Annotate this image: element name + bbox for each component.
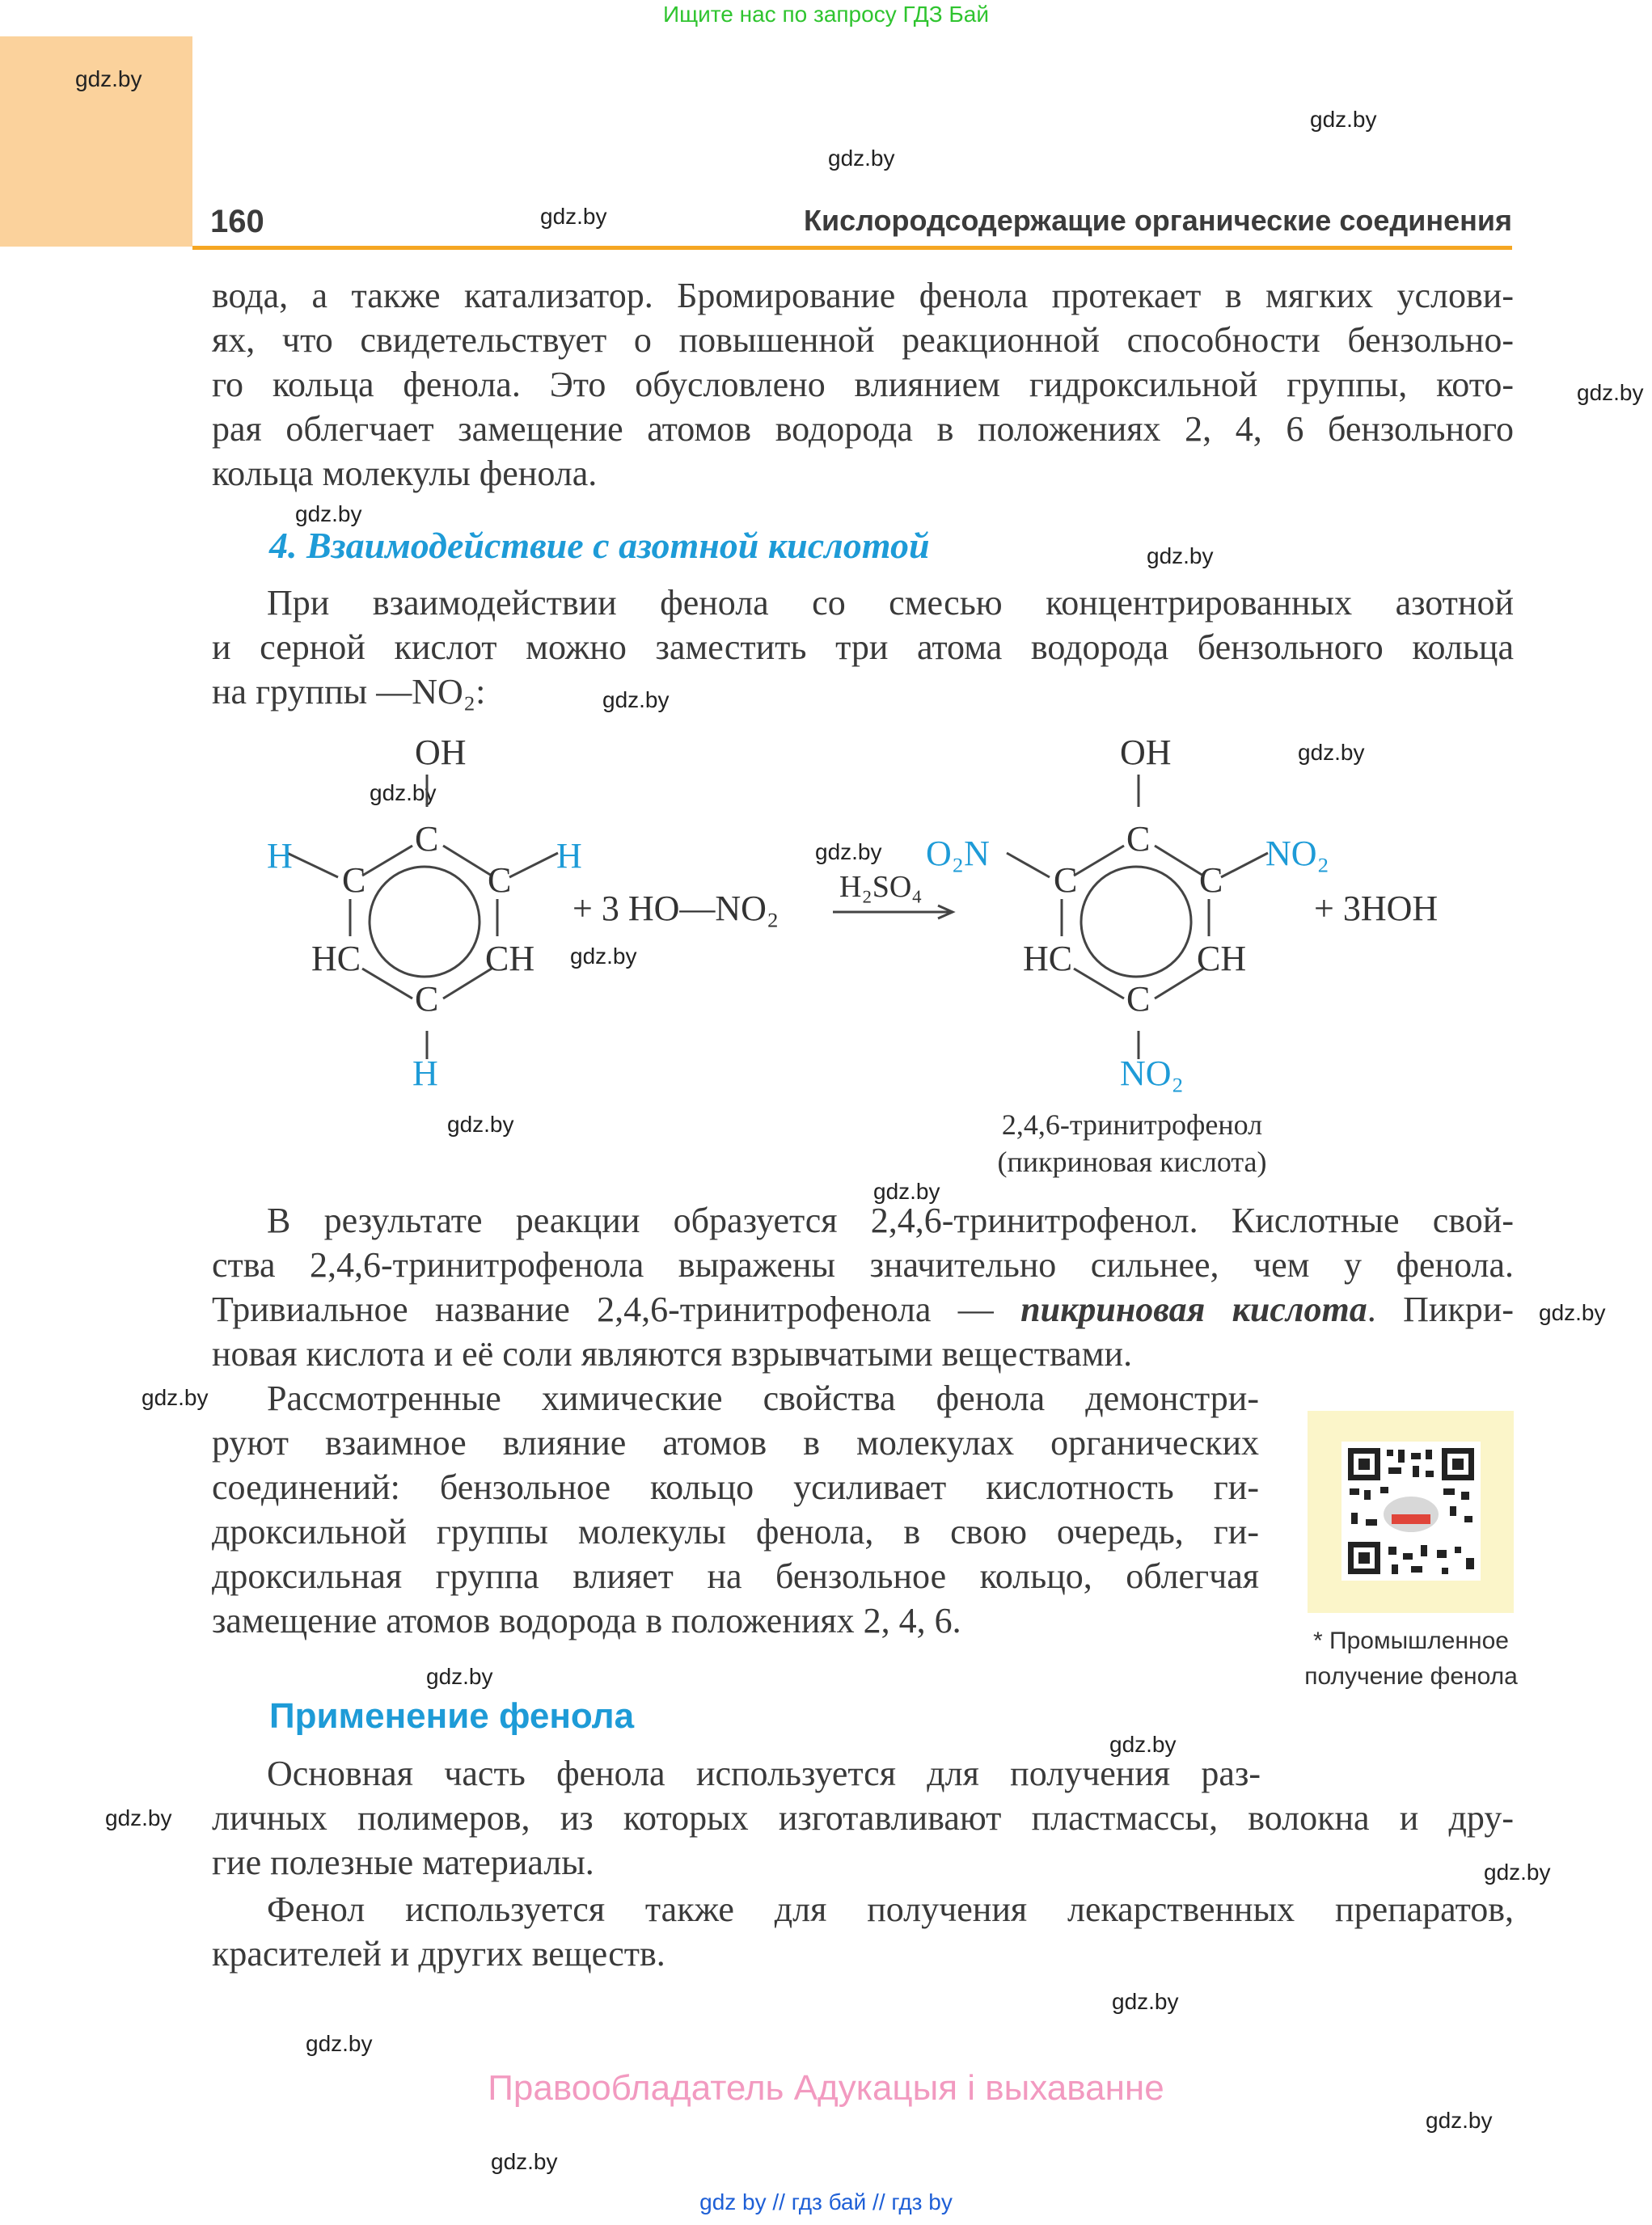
- watermark: gdz.by: [142, 1385, 209, 1410]
- text-segment: Тривиальное название 2,4,6-тринитрофенола —: [212, 1290, 1021, 1329]
- qr-code-icon: [1308, 1411, 1514, 1613]
- watermark: gdz.by: [1298, 740, 1365, 765]
- section-heading-application: Применение фенола: [269, 1696, 635, 1736]
- text-line: дроксильной группы молекулы фенола, в свою очередь, ги-: [212, 1512, 1259, 1552]
- watermark: gdz.by: [306, 2031, 373, 2056]
- watermark: gdz.by: [815, 839, 882, 864]
- text-line: замещение атомов водорода в положениях 2, 4, 6.: [212, 1601, 961, 1640]
- text-line: Основная часть фенола используется для получения раз-: [267, 1754, 1261, 1793]
- text-line: гие полезные материалы.: [212, 1843, 594, 1882]
- carbon-label: C: [1199, 860, 1223, 900]
- carbon-label: C: [342, 860, 366, 900]
- watermark: gdz.by: [540, 204, 607, 229]
- reaction-arrow: [833, 906, 953, 918]
- hydrogen-label: H: [556, 836, 582, 876]
- paragraph-application-polymers: [212, 1751, 1514, 1885]
- carbon-label: C: [1054, 860, 1078, 900]
- watermark: gdz.by: [426, 1664, 493, 1689]
- text-line: вода, а также катализатор. Бромирование фенола протекает в мягких услови-: [212, 276, 1514, 315]
- watermark: gdz.by: [1426, 2108, 1493, 2133]
- text-line: В результате реакции образуется 2,4,6-тринитрофенол. Кислотные свой-: [267, 1201, 1514, 1240]
- hydroxyl-label: OH: [415, 733, 467, 772]
- watermark: gdz.by: [1539, 1300, 1606, 1325]
- reaction-scheme: [0, 711, 1652, 1197]
- hc-label: HC: [1023, 939, 1073, 978]
- carbon-label: C: [1126, 979, 1151, 1019]
- text-line: При взаимодействии фенола со смесью концентрированных азотной: [267, 583, 1514, 623]
- byproduct-water: + 3HOH: [1314, 889, 1439, 928]
- watermark: gdz.by: [828, 146, 895, 171]
- text-line: красителей и других веществ.: [212, 1934, 665, 1974]
- text-line: руют взаимное влияние атомов в молекулах органических: [212, 1423, 1259, 1463]
- catalyst-label: H₂SO₄: [839, 870, 923, 904]
- watermark: gdz.by: [370, 780, 437, 805]
- carbon-label: C: [415, 819, 439, 859]
- text-line: на группы —NO₂:: [212, 672, 486, 711]
- hc-label: HC: [311, 939, 361, 978]
- reagent-nitric-acid: + 3 HO—NO₂: [572, 889, 780, 928]
- qr-caption: [1286, 1623, 1536, 1695]
- page-number: 160: [210, 204, 264, 239]
- text-line: соединений: бензольное кольцо усиливает кислотность ги-: [212, 1467, 1259, 1507]
- text-line: новая кислота и её соли являются взрывчатыми веществами.: [212, 1334, 1133, 1374]
- watermark: gdz.by: [1147, 543, 1214, 568]
- product-name: 2,4,6-тринитрофенол: [1001, 1108, 1263, 1141]
- nitro-group-right: NO₂: [1265, 834, 1329, 873]
- carbon-label: C: [488, 860, 512, 900]
- watermark: gdz.by: [1310, 107, 1377, 132]
- text-line: кольца молекулы фенола.: [212, 454, 598, 493]
- copyright-notice: Правообладатель Адукацыя і выхаванне: [488, 2068, 1164, 2108]
- paragraph-application-medicine: [212, 1887, 1514, 1976]
- text-line: личных полимеров, из которых изготавливают пластмассы, волокна и дру-: [212, 1798, 1514, 1838]
- product-trivial-name: (пикриновая кислота): [997, 1146, 1267, 1178]
- hydroxyl-label: OH: [1120, 733, 1172, 772]
- top-banner[interactable]: Ищите нас по запросу ГДЗ Бай: [662, 2, 990, 27]
- qr-caption-line: * Промышленное: [1313, 1628, 1509, 1654]
- text-line: рая облегчает замещение атомов водорода в положениях 2, 4, 6 бензольного: [212, 409, 1514, 449]
- text-line: ства 2,4,6-тринитрофенола выражены значительно сильнее, чем у фенола.: [212, 1245, 1514, 1285]
- running-title: Кислородсодержащие органические соединения: [803, 204, 1512, 237]
- watermark: gdz.by: [602, 687, 670, 712]
- text-segment: . Пикри-: [1367, 1290, 1514, 1329]
- qr-caption-line: получение фенола: [1304, 1663, 1518, 1690]
- hydrogen-label: H: [412, 1053, 438, 1093]
- watermark: gdz.by: [491, 2149, 558, 2174]
- paragraph-bromination: [212, 273, 1514, 496]
- paragraph-picric-acid: [212, 1198, 1514, 1376]
- text-line: Фенол используется также для получения лекарственных препаратов,: [267, 1889, 1514, 1929]
- nitro-group-bottom: NO₂: [1120, 1053, 1184, 1093]
- watermark: gdz.by: [295, 501, 362, 526]
- watermark: gdz.by: [105, 1805, 172, 1830]
- text-line: дроксильная группа влияет на бензольное кольцо, облегчая: [212, 1556, 1259, 1596]
- paragraph-mutual-influence: [212, 1376, 1259, 1643]
- text-line: Рассмотренные химические свойства фенола демонстри-: [267, 1378, 1259, 1418]
- text-line: [212, 1287, 1514, 1332]
- section-heading-nitration: 4. Взаимодействие с азотной кислотой: [269, 525, 930, 566]
- watermark: gdz.by: [447, 1112, 514, 1137]
- text-line: го кольца фенола. Это обусловлено влиянием гидроксильной группы, кото-: [212, 365, 1514, 404]
- hydrogen-label: H: [267, 836, 293, 876]
- ch-label: CH: [1197, 939, 1247, 978]
- header-rule: [192, 246, 1512, 250]
- watermark: gdz.by: [75, 66, 142, 91]
- carbon-label: C: [415, 979, 439, 1019]
- nitro-group-left: O₂N: [926, 834, 990, 873]
- watermark: gdz.by: [1109, 1732, 1177, 1757]
- term-picric-acid: пикриновая кислота: [1020, 1290, 1367, 1329]
- ch-label: CH: [485, 939, 535, 978]
- carbon-label: C: [1126, 819, 1151, 859]
- watermark: gdz.by: [1484, 1860, 1551, 1885]
- paragraph-nitration-intro: [212, 581, 1514, 714]
- text-line: ях, что свидетельствует о повышенной реакционной способности бензольно-: [212, 320, 1514, 360]
- watermark: gdz.by: [1112, 1989, 1179, 2014]
- bottom-links[interactable]: gdz by // гдз бай // гдз by: [699, 2189, 953, 2214]
- qr-code-panel[interactable]: [1308, 1411, 1514, 1613]
- watermark: gdz.by: [1577, 380, 1644, 405]
- text-line: и серной кислот можно заместить три атома водорода бензольного кольца: [212, 627, 1514, 667]
- watermark: gdz.by: [570, 944, 637, 969]
- watermark: gdz.by: [873, 1179, 940, 1204]
